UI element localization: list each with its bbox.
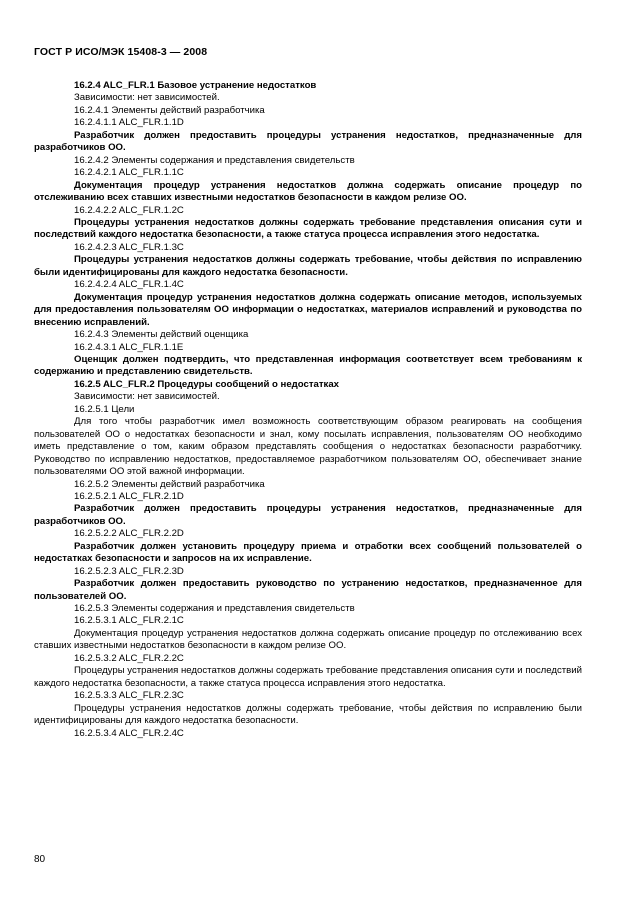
paragraph: Процедуры устранения недостатков должны содержать требование представления описания сути и последствий каждого недостатка безопасности, а также статуса процесса исправления этого недостатка. xyxy=(34,665,582,689)
bold-paragraph: 16.2.5 ALC_FLR.2 Процедуры сообщений о недостатках xyxy=(74,378,340,390)
paragraph: 16.2.4.2.4 ALC_FLR.1.4C xyxy=(74,279,184,291)
page-header: ГОСТ Р ИСО/МЭК 15408-3 — 2008 xyxy=(34,46,208,58)
bold-paragraph: 16.2.4 ALC_FLR.1 Базовое устранение недостатков xyxy=(74,80,317,91)
bold-paragraph: Разработчик должен предоставить руководство по устранению недостатков, предназначенное для пользователей ОО. xyxy=(34,578,582,602)
paragraph: Зависимости: нет зависимостей. xyxy=(74,391,220,403)
bold-paragraph: Разработчик должен предоставить процедуры устранения недостатков, предназначенные для разработчиков ОО. xyxy=(34,129,582,154)
bold-paragraph: Оценщик должен подтвердить, что представленная информация соответствует всем требованиям к содержанию и представлению свидетельств. xyxy=(34,353,582,378)
bold-paragraph: Документация процедур устранения недостатков должна содержать описание процедур по отслеживанию всех ставших известными недостатков безопасности в каждом релизе ОО. xyxy=(34,179,582,204)
paragraph: 16.2.5.1 Цели xyxy=(74,403,135,415)
paragraph: 16.2.4.3 Элементы действий оценщика xyxy=(74,329,249,341)
paragraph: Зависимости: нет зависимостей. xyxy=(74,92,220,104)
paragraph: Документация процедур устранения недостатков должна содержать описание процедур по отслеживанию всех ставших известными недостатков безопасности в каждом релизе ОО. xyxy=(34,627,582,652)
page-number: 80 xyxy=(34,854,46,865)
bold-paragraph: Документация процедур устранения недостатков должна содержать описание методов, используемых для предоставления пользователям ОО информации о недостатках, материалов исправлений и руководства по внесению исправлений. xyxy=(34,291,582,328)
bold-paragraph: Процедуры устранения недостатков должны содержать требование представления описания сути и последствий каждого недостатка безопасности, а также статуса процесса исправления этого недостатка. xyxy=(34,216,582,241)
paragraph: 16.2.4.3.1 ALC_FLR.1.1E xyxy=(74,341,184,353)
paragraph: 16.2.5.2.3 ALC_FLR.2.3D xyxy=(74,565,184,577)
document-body xyxy=(34,80,582,740)
paragraph: 16.2.4.1.1 ALC_FLR.1.1D xyxy=(74,117,184,129)
paragraph: 16.2.5.3.2 ALC_FLR.2.2C xyxy=(74,652,184,664)
paragraph: 16.2.4.1 Элементы действий разработчика xyxy=(74,104,265,116)
paragraph: Для того чтобы разработчик имел возможность соответствующим образом реагировать на сообщения пользователей ОО о недостатках безопасности и знал, кому посылать исправления, пользователям ОО необходимо иметь представление о том, каким образом представлять сообщения о недостатках безопасности разработчику. Руководство по исправлению недостатков, предоставляемое разработчиком пользователям ОО, обеспечивает знание пользователями ОО этой важной информации. xyxy=(34,416,582,478)
bold-paragraph: Процедуры устранения недостатков должны содержать требование, чтобы действия по исправлению были идентифицированы для каждого недостатка безопасности. xyxy=(34,254,582,278)
paragraph: 16.2.5.2.1 ALC_FLR.2.1D xyxy=(74,490,184,502)
paragraph: 16.2.5.3.4 ALC_FLR.2.4C xyxy=(74,727,184,739)
paragraph: 16.2.4.2.3 ALC_FLR.1.3C xyxy=(74,241,184,253)
paragraph: 16.2.5.3.1 ALC_FLR.2.1C xyxy=(74,615,184,627)
paragraph: 16.2.5.2.2 ALC_FLR.2.2D xyxy=(74,528,184,540)
bold-paragraph: Разработчик должен установить процедуру приема и отработки всех сообщений пользователей о недостатках безопасности и запросов на их исправление. xyxy=(34,540,582,565)
paragraph: 16.2.4.2.2 ALC_FLR.1.2C xyxy=(74,204,184,216)
paragraph: 16.2.5.2 Элементы действий разработчика xyxy=(74,478,265,490)
paragraph: Процедуры устранения недостатков должны содержать требование, чтобы действия по исправлению были идентифицированы для каждого недостатка безопасности. xyxy=(34,702,582,727)
paragraph: 16.2.5.3.3 ALC_FLR.2.3C xyxy=(74,690,184,702)
paragraph: 16.2.5.3 Элементы содержания и представления свидетельств xyxy=(74,603,355,615)
bold-paragraph: Разработчик должен предоставить процедуры устранения недостатков, предназначенные для разработчиков ОО. xyxy=(34,503,582,527)
paragraph: 16.2.4.2.1 ALC_FLR.1.1C xyxy=(74,167,184,179)
paragraph: 16.2.4.2 Элементы содержания и представления свидетельств xyxy=(74,154,355,166)
